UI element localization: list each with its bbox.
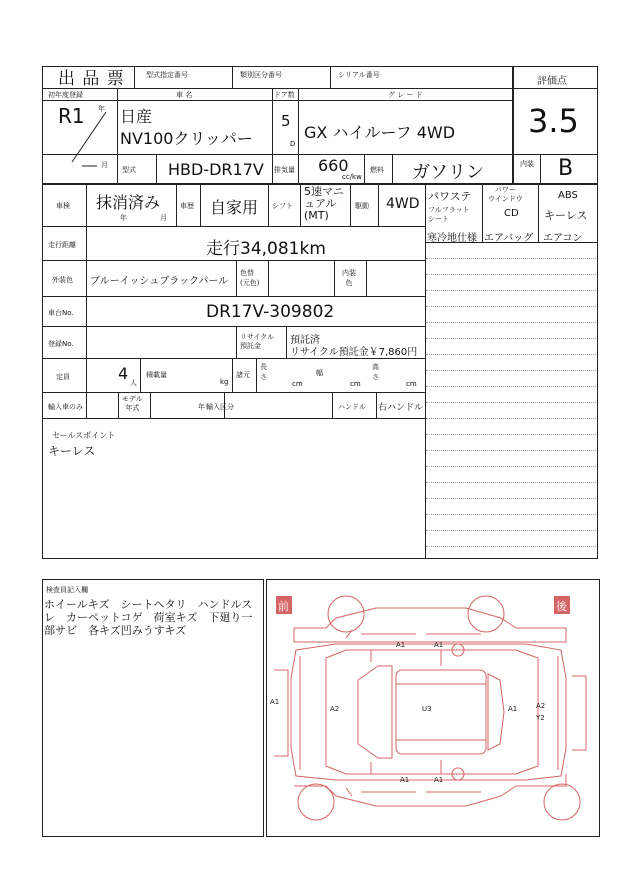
displacement-label: 排気量 (274, 166, 295, 174)
model-type-value: HBD-DR17V (168, 160, 264, 179)
inspection-year: 年 (120, 214, 127, 222)
equipment-guide-line (426, 354, 596, 355)
length-label: 長さ (260, 363, 267, 381)
recycle-status: 預託済 (290, 335, 320, 346)
equipment-guide-line (426, 530, 596, 531)
inspection-label: 車検 (56, 202, 70, 210)
car-maker: 日産 (120, 107, 153, 126)
equipment-guide-line (426, 482, 596, 483)
damage-mark: Y2 (536, 714, 545, 722)
equipment-guide-line (426, 274, 596, 275)
recycle-amount: リサイクル預託金￥7,860円 (290, 347, 418, 358)
drive-label: 駆動 (355, 202, 369, 210)
equipment-guide-line (426, 434, 596, 435)
equipment-guide-line (426, 322, 596, 323)
height-label: 高さ (372, 363, 379, 381)
model-year-label: モデル 年式 (122, 395, 143, 412)
sales-point-text: キーレス (48, 444, 96, 458)
front-label: 前 (278, 600, 289, 613)
equipment-guide-line (426, 386, 596, 387)
exterior-color-value: ブルーイッシュブラックパール (90, 276, 229, 287)
interior-color-label: 内装 色 (342, 269, 356, 287)
car-model: NV100クリッパー (120, 129, 253, 148)
month-mark: 月 (101, 161, 108, 169)
equipment-guide-line (426, 370, 596, 371)
chassis-number-value: DR17V-309802 (206, 302, 335, 322)
usage-label: 車歴 (180, 202, 194, 210)
equip-power-steering: パワステ (428, 190, 472, 203)
equipment-guide-line (426, 418, 596, 419)
equip-cold-spec: 寒冷地仕様 (427, 233, 477, 244)
equipment-guide-line (426, 258, 596, 259)
category-label: 類別区分番号 (240, 71, 282, 79)
load-unit: kg (220, 378, 229, 386)
first-registration-label: 初年度登録 (48, 91, 83, 99)
car-name-label: 車 名 (176, 91, 193, 99)
import-only-label: 輸入車のみ (48, 403, 83, 411)
width-unit: cm (350, 380, 361, 388)
doors-label: ドア数 (274, 91, 295, 99)
shift-value: 5速マニュアル(MT) (304, 185, 344, 222)
fuel-label: 燃料 (370, 166, 384, 174)
equip-airbag: エアバッグ (484, 233, 534, 244)
damage-mark: A1 (396, 641, 406, 649)
mileage-label: 走行距離 (48, 241, 76, 249)
drive-value: 4WD (386, 196, 420, 212)
handle-label: ハンドル (338, 403, 366, 411)
equipment-guide-line (426, 546, 596, 547)
document-title: 出 品 票 (58, 69, 125, 89)
handle-value: 右ハンドル (378, 403, 424, 413)
equip-full-flat: フルフラット シート (428, 206, 470, 223)
door-suffix: D (290, 140, 296, 148)
equipment-guide-line (426, 338, 596, 339)
diagonal-slash (42, 100, 118, 184)
equip-keyless: キーレス (544, 209, 588, 222)
model-year-unit: 年 (198, 403, 205, 411)
equip-cd: CD (504, 208, 519, 219)
shift-label: シフト (272, 202, 293, 210)
dims-label: 諸元 (236, 371, 250, 379)
equipment-guide-line (426, 466, 596, 467)
chassis-number-label: 車台No. (48, 309, 74, 317)
height-unit: cm (406, 380, 417, 388)
inspector-notes-label: 検査員記入欄 (46, 586, 88, 594)
year-mark: 年 (98, 105, 105, 113)
score-label: 評価点 (537, 76, 567, 87)
inspection-value: 抹消済み (96, 193, 161, 212)
doors-value: 5 (281, 112, 291, 130)
interior-score-label: 内装 (520, 160, 534, 168)
capacity-value: 4 (118, 364, 129, 383)
equip-power-window: パワー ウインドウ (488, 186, 523, 203)
equipment-guide-line (426, 498, 596, 499)
exterior-color-label: 外装色 (52, 276, 73, 284)
interior-score-value: B (558, 156, 574, 181)
capacity-unit: 人 (130, 379, 137, 387)
damage-mark: A1 (434, 776, 444, 784)
damage-mark: A2 (330, 705, 340, 713)
load-label: 積載量 (146, 371, 167, 379)
damage-mark: A1 (270, 698, 280, 706)
damage-mark: A1 (508, 705, 518, 713)
grade-value: GX ハイルーフ 4WD (304, 123, 456, 142)
equip-aircon: エアコン (543, 233, 583, 244)
width-label: 幅 (316, 369, 323, 377)
equipment-guide-line (426, 290, 596, 291)
color-change-label: 色替 (元色) (240, 269, 260, 287)
equip-abs: ABS (558, 190, 578, 201)
damage-mark: U3 (422, 705, 432, 713)
model-designation-label: 型式指定番号 (146, 71, 188, 79)
mileage-value: 走行34,081km (206, 239, 326, 259)
recycle-label: リサイクル 預託金 (240, 333, 275, 350)
equipment-guide-line (426, 450, 596, 451)
car-damage-diagram (266, 580, 598, 835)
usage-value: 自家用 (210, 198, 259, 217)
score-value: 3.5 (528, 102, 579, 140)
grade-label: グ レ ー ド (388, 91, 423, 99)
damage-mark: A1 (434, 641, 444, 649)
import-class-label: 輸入区分 (206, 403, 234, 411)
model-type-label: 型式 (122, 166, 136, 174)
equipment-guide-line (426, 514, 596, 515)
damage-mark: A1 (400, 776, 410, 784)
displacement-value: 660 (318, 156, 349, 175)
equipment-guide-line (426, 402, 596, 403)
inspection-month: 月 (160, 214, 167, 222)
damage-mark: A2 (536, 702, 546, 710)
serial-label: シリアル番号 (338, 71, 380, 79)
capacity-label: 定員 (56, 373, 70, 381)
fuel-value: ガソリン (412, 162, 484, 183)
displacement-unit: cc/kw (342, 173, 362, 181)
inspector-notes-text: ホイールキズ シートヘタリ ハンドルスレ カーペットコゲ 荷室キズ 下廻り一部サビ 各キズ凹みうすキズ (44, 598, 253, 637)
first-registration-value: R1 (58, 104, 85, 128)
rear-label: 後 (556, 600, 567, 613)
registration-number-label: 登録No. (48, 340, 74, 348)
length-unit: cm (292, 380, 303, 388)
sales-point-label: セールスポイント (52, 431, 116, 440)
equipment-guide-line (426, 306, 596, 307)
